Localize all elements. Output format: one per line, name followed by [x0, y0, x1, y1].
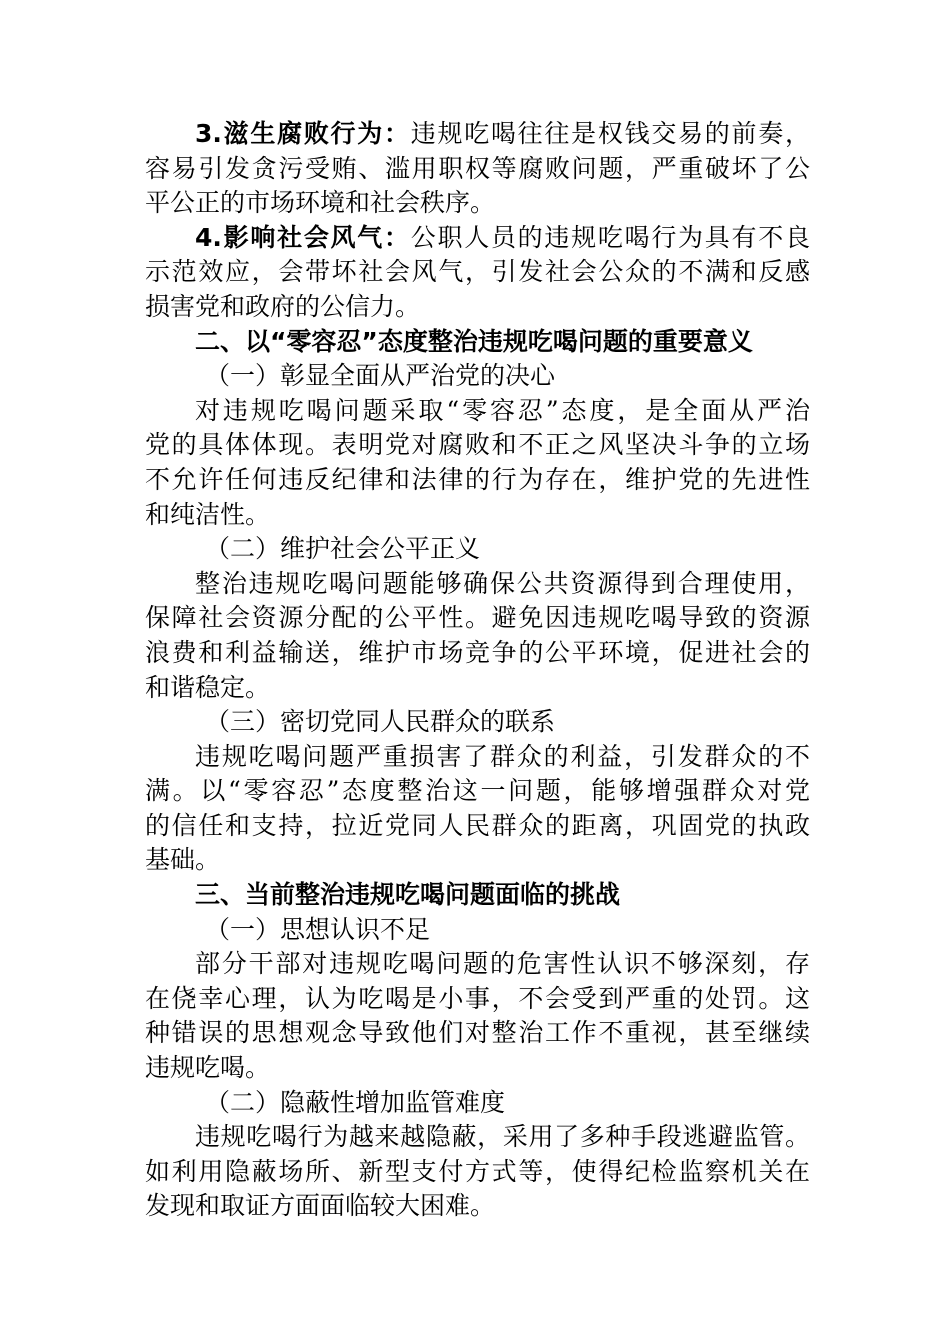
paragraph-3-1-line1: 部分干部对违规吃喝问题的危害性认识不够深刻，存 [195, 949, 810, 979]
paragraph-2-2-line4: 和谐稳定。 [145, 672, 271, 702]
paragraph-2-1-line1: 对违规吃喝问题采取“零容忍”态度，是全面从严治 [195, 395, 810, 425]
paragraph-item4-line1: 4.影响社会风气：公职人员的违规吃喝行为具有不良 [195, 222, 810, 252]
paragraph-2-3-line4: 基础。 [145, 845, 221, 875]
subheading-2-3: （三）密切党同人民群众的联系 [205, 707, 556, 737]
paragraph-item3-line3: 平公正的市场环境和社会秩序。 [145, 188, 496, 218]
item4-lead: 4.影响社会风气： [195, 222, 411, 252]
subheading-3-2: （二）隐蔽性增加监管难度 [205, 1087, 506, 1117]
paragraph-item3-line1: 3.滋生腐败行为：违规吃喝往往是权钱交易的前奏， [195, 119, 810, 148]
paragraph-3-1-line4: 违规吃喝。 [145, 1053, 271, 1083]
section-heading-3: 三、当前整治违规吃喝问题面临的挑战 [195, 880, 621, 910]
section-heading-2: 二、以“零容忍”态度整治违规吃喝问题的重要意义 [195, 326, 753, 356]
subheading-2-1: （一）彰显全面从严治党的决心 [205, 361, 556, 391]
paragraph-item4-line2: 示范效应，会带坏社会风气，引发社会公众的不满和反感 [145, 257, 810, 287]
paragraph-2-3-line2: 满。以“零容忍”态度整治这一问题，能够增强群众对党 [145, 776, 810, 806]
paragraph-item4-line3: 损害党和政府的公信力。 [145, 291, 421, 321]
paragraph-2-3-line3: 的信任和支持，拉近党同人民群众的距离，巩固党的执政 [145, 810, 810, 840]
subheading-2-2: （二）维护社会公平正义 [205, 534, 481, 564]
paragraph-item3-line2: 容易引发贪污受贿、滥用职权等腐败问题，严重破坏了公 [145, 153, 810, 183]
document-body [145, 117, 810, 1224]
paragraph-2-2-line3: 浪费和利益输送，维护市场竞争的公平环境，促进社会的 [145, 637, 810, 667]
paragraph-3-2-line3: 发现和取证方面面临较大困难。 [145, 1191, 496, 1221]
paragraph-2-2-line1: 整治违规吃喝问题能够确保公共资源得到合理使用， [195, 568, 810, 598]
paragraph-3-2-line2: 如利用隐蔽场所、新型支付方式等，使得纪检监察机关在 [145, 1156, 810, 1186]
paragraph-3-1-line3: 种错误的思想观念导致他们对整治工作不重视，甚至继续 [145, 1018, 810, 1048]
subheading-3-1: （一）思想认识不足 [205, 914, 431, 944]
paragraph-2-1-line4: 和纯洁性。 [145, 499, 271, 529]
paragraph-2-1-line3: 不允许任何违反纪律和法律的行为存在，维护党的先进性 [145, 464, 810, 494]
paragraph-2-3-line1: 违规吃喝问题严重损害了群众的利益，引发群众的不 [195, 741, 810, 771]
paragraph-2-2-line2: 保障社会资源分配的公平性。避免因违规吃喝导致的资源 [145, 603, 810, 633]
item3-lead: 3.滋生腐败行为： [195, 119, 411, 148]
paragraph-2-1-line2: 党的具体体现。表明党对腐败和不正之风坚决斗争的立场 [145, 430, 810, 460]
paragraph-3-1-line2: 在侥幸心理，认为吃喝是小事，不会受到严重的处罚。这 [145, 983, 810, 1013]
paragraph-3-2-line1: 违规吃喝行为越来越隐蔽，采用了多种手段逃避监管。 [195, 1122, 810, 1152]
